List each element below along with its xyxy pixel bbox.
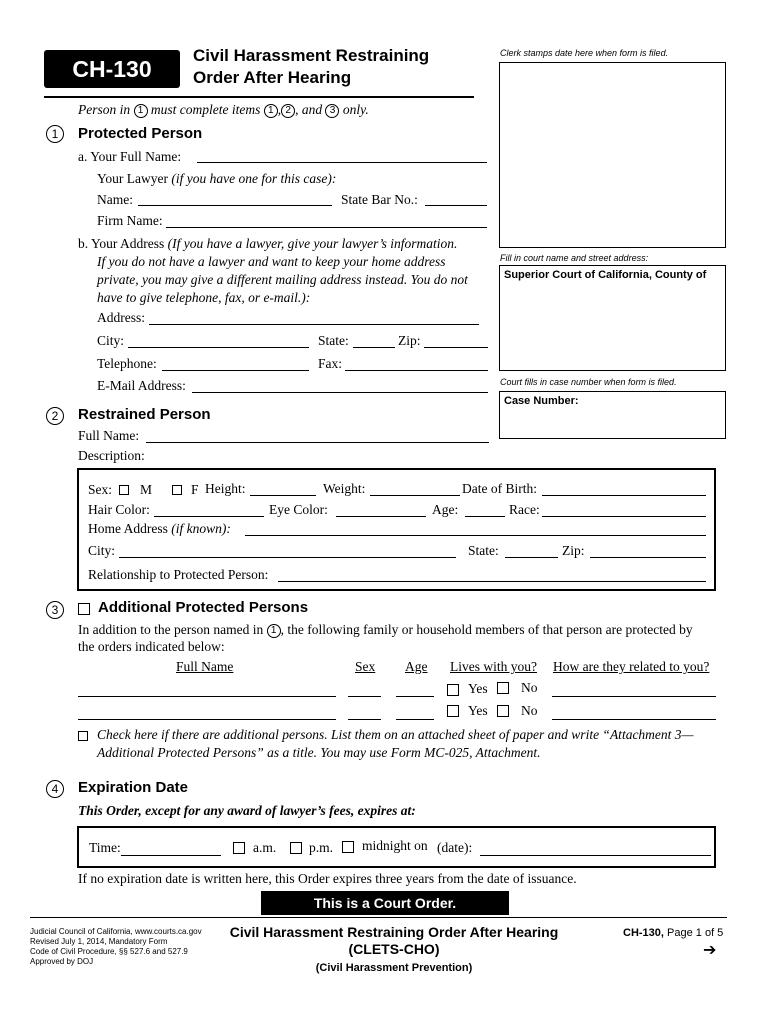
hair-field[interactable] — [154, 516, 264, 517]
am-label: a.m. — [253, 840, 277, 855]
eye-label: Eye Color: — [269, 502, 328, 517]
fax-label: Fax: — [318, 356, 343, 371]
row1-age-field[interactable] — [396, 696, 434, 697]
address-note-1: (If you have a lawyer, give your lawyer’s information. — [167, 236, 458, 251]
height-label: Height: — [205, 481, 246, 496]
firm-name-label: Firm Name: — [97, 213, 163, 228]
age-field[interactable] — [465, 516, 505, 517]
section-3-checkbox[interactable] — [78, 603, 90, 615]
col-lives: Lives with you? — [450, 659, 537, 674]
relationship-label: Relationship to Protected Person: — [88, 567, 269, 582]
sex-f-checkbox[interactable] — [172, 485, 182, 495]
footer-rule — [30, 917, 727, 918]
restrained-state-label: State: — [468, 543, 499, 558]
lawyer-label — [97, 171, 336, 187]
col-age: Age — [405, 659, 428, 674]
row2-no-label: No — [521, 703, 538, 718]
restrained-zip-label: Zip: — [562, 543, 585, 558]
footer-line-1: Judicial Council of California, www.courts.ca.gov — [30, 927, 202, 936]
text1a: In addition to the person named in — [78, 622, 264, 637]
city-field[interactable] — [128, 347, 309, 348]
intro-middle: must complete items — [150, 102, 261, 117]
relationship-field[interactable] — [278, 581, 706, 582]
age-label: Age: — [432, 502, 459, 517]
address-note-3: private, you may give a different mailing address instead. You do not — [97, 272, 468, 287]
section-4-title: Expiration Date — [78, 779, 189, 796]
footer-line-4: Approved by DOJ — [30, 957, 94, 966]
col-sex: Sex — [355, 659, 376, 674]
if-known-text: (if known): — [171, 521, 231, 536]
weight-field[interactable] — [370, 495, 460, 496]
section-2-number: 2 — [46, 407, 64, 425]
midnight-checkbox[interactable] — [342, 841, 354, 853]
your-full-name-field[interactable] — [197, 162, 487, 163]
footer-line-2: Revised July 1, 2014, Mandatory Form — [30, 937, 168, 946]
home-address-label — [88, 521, 231, 537]
lawyer-text: Your Lawyer — [97, 171, 168, 186]
address-note-2: If you do not have a lawyer and want to keep your home address — [97, 254, 446, 269]
footer-line-3: Code of Civil Procedure, §§ 527.6 and 527.9 — [30, 947, 188, 956]
footer-page-number: Page 1 of 5 — [667, 927, 724, 939]
address-note-4: have to give telephone, fax, or e-mail.): — [97, 290, 311, 305]
expiration-note: If no expiration date is written here, this Order expires three years from the date of issuance. — [78, 871, 577, 886]
text1b: , the following family or household members of that person are protected by — [280, 622, 693, 637]
your-full-name-label: a. Your Full Name: — [78, 149, 182, 164]
additional-persons-checkbox[interactable] — [78, 731, 88, 741]
footer-title-1: Civil Harassment Restraining Order After Hearing — [229, 924, 559, 940]
pm-checkbox[interactable] — [290, 842, 302, 854]
address-label: Address: — [97, 310, 145, 325]
sex-label: Sex: — [88, 482, 113, 497]
email-field[interactable] — [192, 392, 488, 393]
restrained-full-name-label: Full Name: — [78, 428, 140, 443]
sex-f-label: F — [191, 482, 199, 497]
race-field[interactable] — [542, 516, 706, 517]
section-3-text-2: the orders indicated below: — [78, 639, 225, 654]
case-number-label: Case Number: — [504, 395, 579, 407]
item-1-ref: 1 — [134, 104, 148, 118]
your-address-label — [78, 236, 457, 252]
additional-persons-text-1: Check here if there are additional persons. List them on an attached sheet of paper and write “Attachment 3— — [97, 727, 694, 742]
row2-yes-checkbox[interactable] — [447, 705, 459, 717]
zip-field[interactable] — [424, 347, 488, 348]
item-2-ref: 2 — [281, 104, 295, 118]
state-field[interactable] — [353, 347, 395, 348]
row1-name-field[interactable] — [78, 696, 336, 697]
telephone-label: Telephone: — [97, 356, 157, 371]
firm-name-field[interactable] — [166, 227, 487, 228]
state-label: State: — [318, 333, 349, 348]
form-id-badge — [44, 50, 180, 88]
race-label: Race: — [509, 502, 540, 517]
home-address-text: Home Address — [88, 521, 168, 536]
email-label: E-Mail Address: — [97, 378, 186, 393]
zip-label: Zip: — [398, 333, 421, 348]
dob-field[interactable] — [542, 495, 706, 496]
court-order-banner — [261, 891, 509, 915]
address-field[interactable] — [149, 324, 479, 325]
footer-form-id: CH-130, — [623, 927, 664, 939]
footer-page — [623, 927, 723, 939]
eye-field[interactable] — [336, 516, 426, 517]
row1-related-field[interactable] — [552, 696, 716, 697]
time-field[interactable] — [121, 855, 221, 856]
height-field[interactable] — [250, 495, 316, 496]
form-title-line1: Civil Harassment Restraining — [193, 46, 430, 65]
col-related: How are they related to you? — [553, 659, 710, 674]
sex-m-label: M — [140, 482, 153, 497]
restrained-city-label: City: — [88, 543, 116, 558]
restrained-state-field[interactable] — [505, 557, 558, 558]
court-note: Fill in court name and street address: — [500, 253, 649, 263]
row2-no-checkbox[interactable] — [497, 705, 509, 717]
footer-title-3: (Civil Harassment Prevention) — [315, 962, 473, 974]
intro-only: only. — [342, 102, 369, 117]
lawyer-name-field[interactable] — [138, 205, 332, 206]
intro-prefix: Person in — [78, 102, 131, 117]
date-label: (date): — [437, 840, 473, 855]
date-field[interactable] — [480, 855, 711, 856]
telephone-field[interactable] — [162, 370, 309, 371]
state-bar-field[interactable] — [425, 205, 487, 206]
item-1-ref-b: 1 — [264, 104, 278, 118]
row2-yes-label: Yes — [468, 703, 488, 718]
row1-yes-checkbox[interactable] — [447, 684, 459, 696]
item-1-ref-c: 1 — [267, 624, 281, 638]
row1-yes-label: Yes — [468, 681, 488, 696]
hair-label: Hair Color: — [88, 502, 150, 517]
form-title-line2: Order After Hearing — [193, 68, 352, 87]
time-label: Time: — [89, 840, 121, 855]
city-label: City: — [97, 333, 125, 348]
case-note: Court fills in case number when form is filed. — [500, 377, 677, 387]
intro-comma: , — [277, 102, 282, 117]
weight-label: Weight: — [323, 481, 366, 496]
additional-persons-text-2: Additional Protected Persons” as a title. You may use Form MC-025, Attachment. — [97, 745, 541, 760]
restrained-full-name-field[interactable] — [146, 442, 489, 443]
home-address-field[interactable] — [245, 535, 706, 536]
section-3-text-1 — [78, 622, 693, 638]
lawyer-note: (if you have one for this case): — [171, 171, 337, 186]
midnight-label: midnight on — [362, 838, 428, 853]
state-bar-label: State Bar No.: — [341, 192, 418, 207]
court-name-label: Superior Court of California, County of — [504, 269, 707, 281]
title-rule — [44, 96, 474, 98]
section-4-number: 4 — [46, 780, 64, 798]
expiration-lead: This Order, except for any award of lawyer’s fees, expires at: — [78, 803, 416, 818]
court-order-banner-text: This is a Court Order. — [313, 895, 457, 911]
section-3-number: 3 — [46, 601, 64, 619]
address-b-text: b. Your Address — [78, 236, 165, 251]
row1-no-label: No — [521, 680, 538, 695]
footer-title-2: (CLETS-CHO) — [348, 941, 440, 957]
col-full-name: Full Name — [176, 659, 234, 674]
row1-sex-field[interactable] — [348, 696, 381, 697]
am-checkbox[interactable] — [233, 842, 245, 854]
intro-text — [78, 102, 369, 118]
lawyer-name-label: Name: — [97, 192, 133, 207]
sex-m-checkbox[interactable] — [119, 485, 129, 495]
row2-age-field[interactable] — [396, 719, 434, 720]
next-page-arrow-icon: ➔ — [703, 940, 717, 959]
row2-related-field[interactable] — [552, 719, 716, 720]
row2-sex-field[interactable] — [348, 719, 381, 720]
section-1-title: Protected Person — [78, 125, 203, 142]
form-id: CH-130 — [72, 56, 152, 82]
row2-name-field[interactable] — [78, 719, 336, 720]
row1-no-checkbox[interactable] — [497, 682, 509, 694]
description-label: Description: — [78, 448, 145, 463]
intro-and: , and — [295, 102, 323, 117]
section-1-number: 1 — [46, 125, 64, 143]
dob-label: Date of Birth: — [462, 481, 537, 496]
restrained-city-field[interactable] — [119, 557, 456, 558]
fax-field[interactable] — [345, 370, 488, 371]
clerk-note: Clerk stamps date here when form is filed. — [500, 48, 669, 58]
item-3-ref: 3 — [325, 104, 339, 118]
section-3-title: Additional Protected Persons — [98, 599, 309, 616]
clerk-stamp-box — [499, 62, 726, 248]
pm-label: p.m. — [309, 840, 334, 855]
section-2-title: Restrained Person — [78, 406, 211, 423]
restrained-zip-field[interactable] — [590, 557, 706, 558]
